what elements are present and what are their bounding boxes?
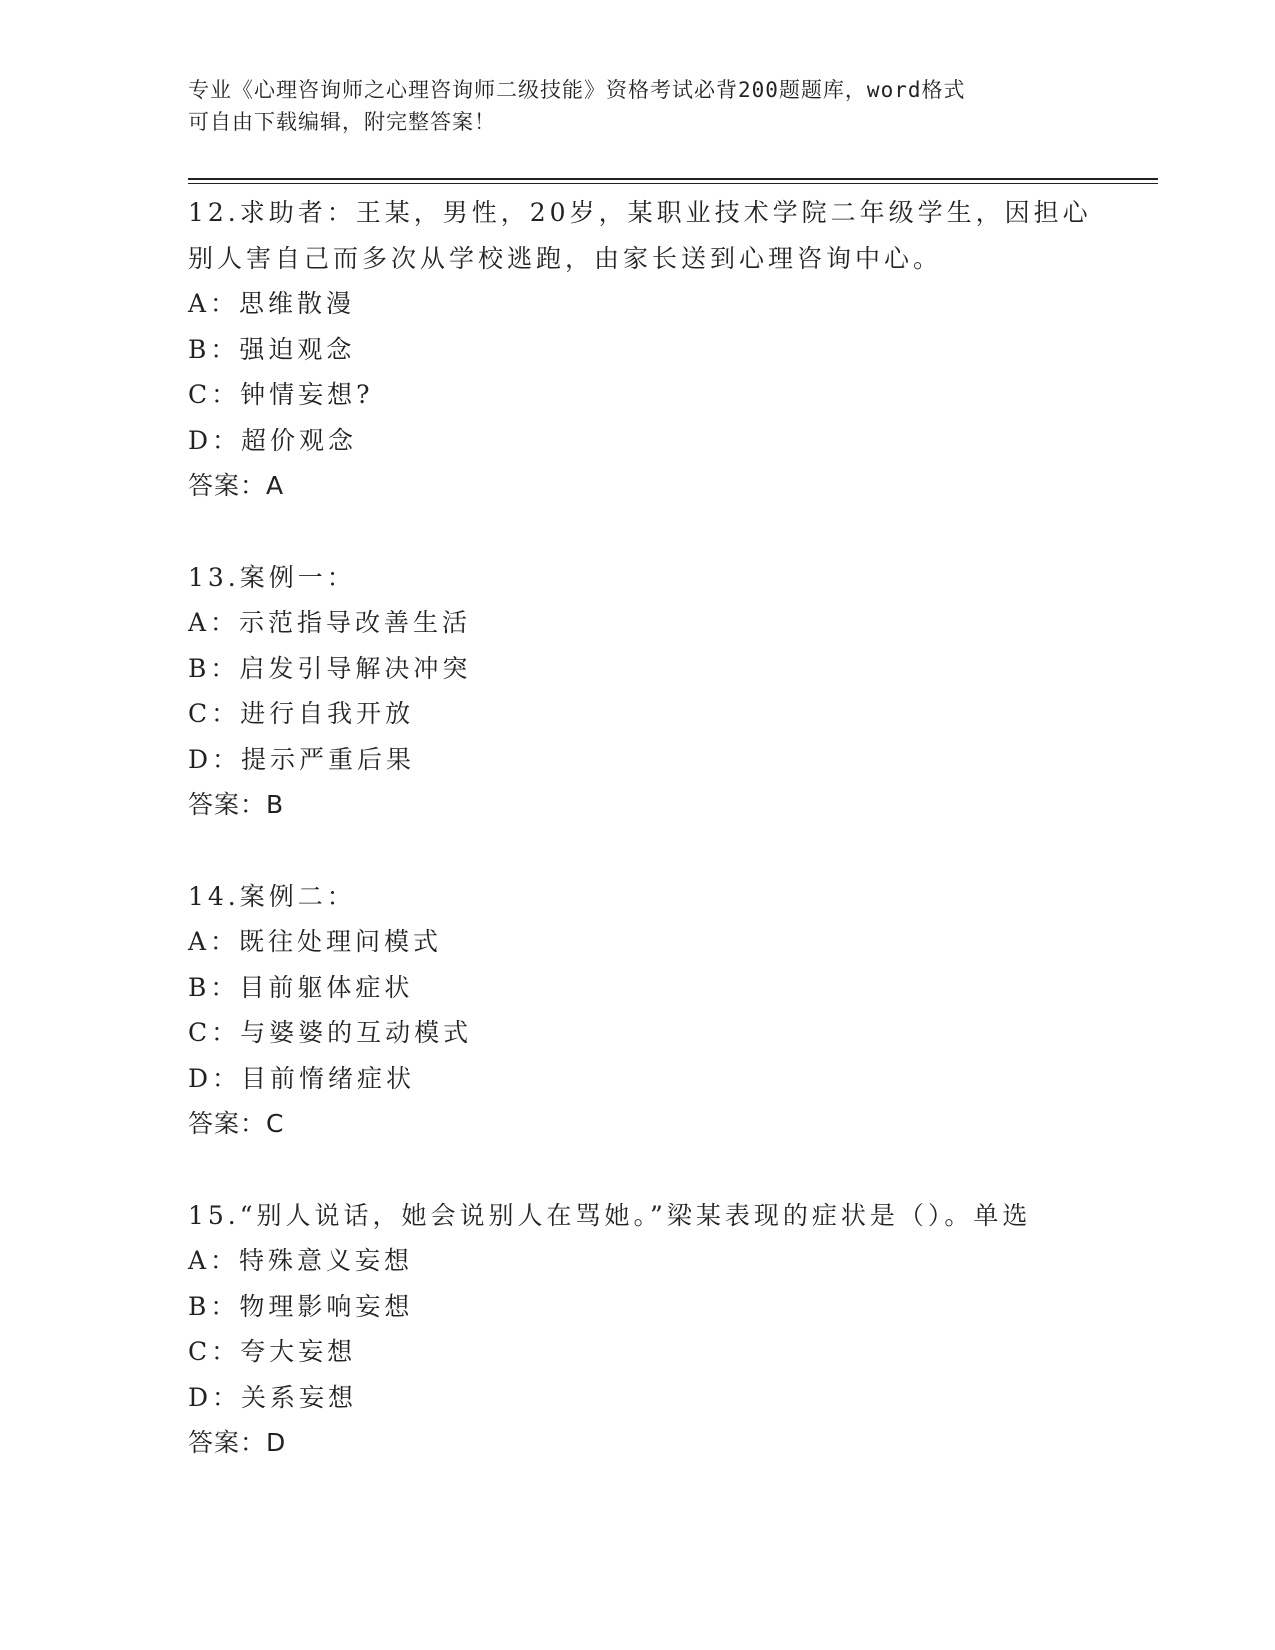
header-divider-thick: [188, 178, 1158, 180]
answer-text: 答案：B: [188, 790, 285, 819]
option-d: D：关系妄想: [188, 1382, 358, 1412]
answer-text: 答案：C: [188, 1109, 285, 1138]
option-c: C：进行自我开放: [188, 699, 415, 728]
question-stem-line: 12.求助者：王某，男性，20岁，某职业技术学院二年级学生，因担心: [188, 198, 1092, 227]
option-d: D：目前惰绪症状: [188, 1063, 416, 1093]
question-15: [188, 1193, 1148, 1466]
option-d: D：提示严重后果: [188, 744, 416, 774]
option-c: C：夸大妄想: [188, 1337, 357, 1366]
answer-text: 答案：A: [188, 471, 285, 500]
header-divider-thin: [188, 183, 1158, 184]
question-stem-line: 14.案例二：: [188, 881, 356, 911]
question-12: [188, 190, 1148, 509]
option-b: B：启发引导解决冲突: [188, 653, 472, 683]
answer-text: 答案：D: [188, 1428, 287, 1457]
option-b: B：物理影响妄想: [188, 1291, 414, 1321]
option-a: A：既往处理问模式: [188, 927, 443, 956]
header-title-line-1: 专业《心理咨询师之心理咨询师二级技能》资格考试必背200题题库，word格式: [188, 78, 966, 102]
option-c: C：与婆婆的互动模式: [188, 1018, 473, 1047]
question-stem-line: 13.案例一：: [188, 562, 356, 592]
option-b: B：强迫观念: [188, 334, 356, 364]
question-13: [188, 555, 1148, 828]
option-a: A：思维散漫: [188, 289, 356, 318]
option-a: A：示范指导改善生活: [188, 608, 472, 637]
option-c: C：钟情妄想?: [188, 380, 374, 409]
document-header: [188, 74, 1078, 138]
question-list: [188, 190, 1148, 1466]
question-stem-line: 15.“别人说话，她会说别人在骂她。”梁某表现的症状是（）。单选: [188, 1200, 1032, 1230]
option-d: D：超价观念: [188, 425, 358, 455]
header-title-line-2: 可自由下载编辑，附完整答案！: [188, 110, 496, 134]
question-14: [188, 874, 1148, 1147]
option-b: B：目前躯体症状: [188, 972, 414, 1002]
question-stem-line: 别人害自己而多次从学校逃跑，由家长送到心理咨询中心。: [188, 243, 943, 273]
option-a: A：特殊意义妄想: [188, 1246, 414, 1275]
